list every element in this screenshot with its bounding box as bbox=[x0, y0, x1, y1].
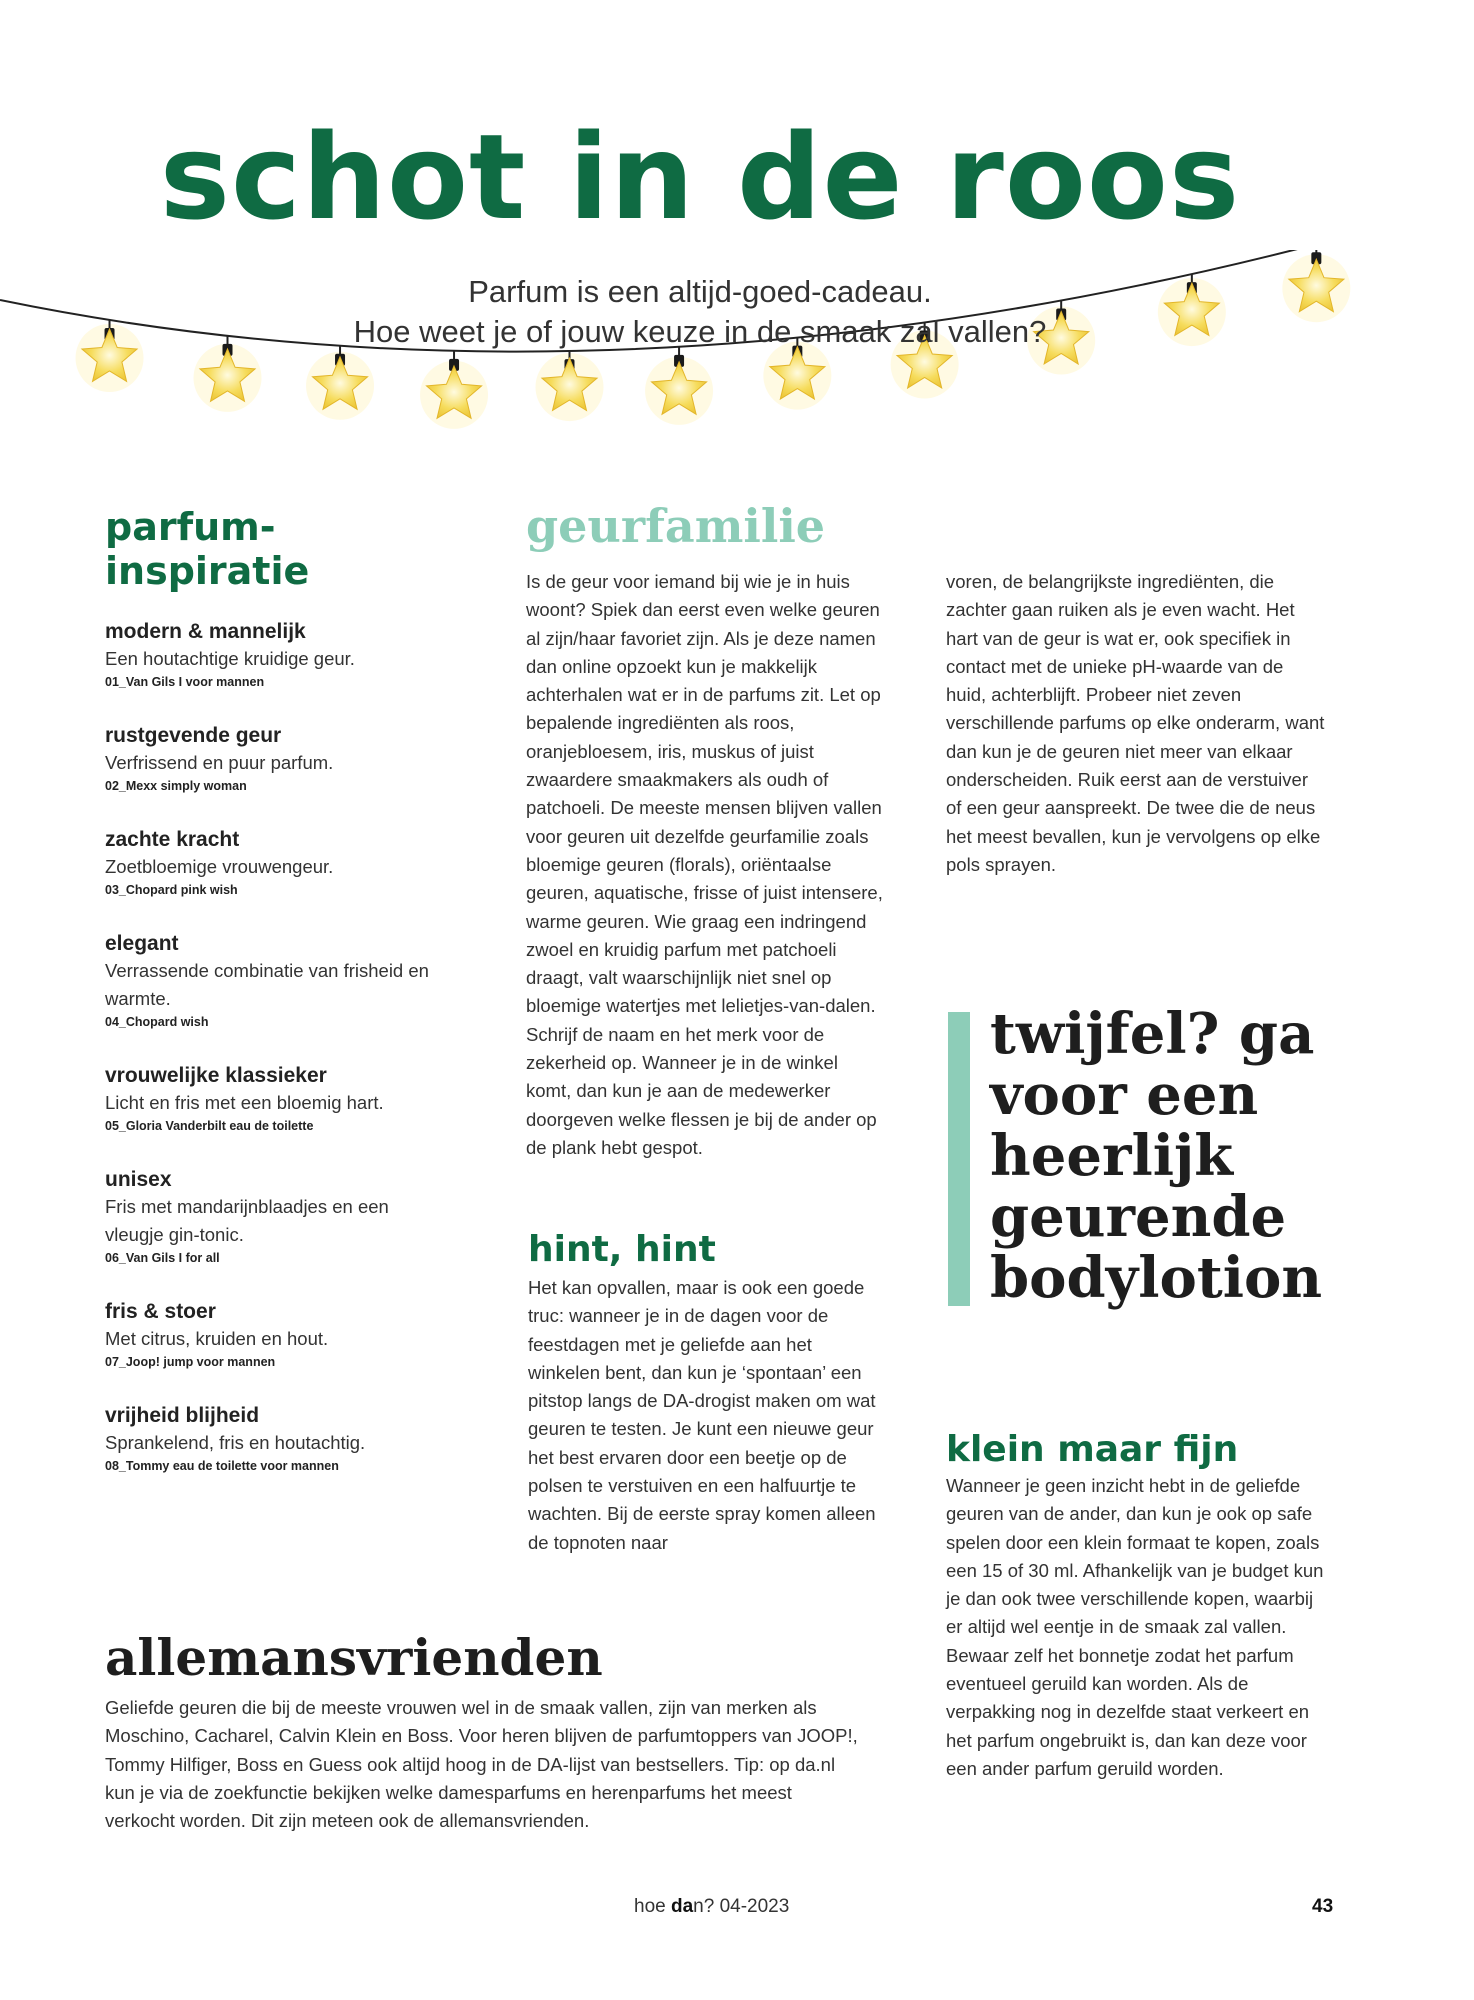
inspiration-description: Verrassende combinatie van frisheid en warmte. bbox=[105, 960, 429, 1009]
inspiration-description: Met citrus, kruiden en hout. bbox=[105, 1328, 329, 1349]
pull-quote bbox=[990, 1001, 1410, 1311]
inspiration-item bbox=[105, 1403, 445, 1475]
star-light-icon bbox=[420, 351, 488, 429]
inspiration-item bbox=[105, 1167, 445, 1267]
magazine-issue bbox=[634, 1896, 789, 1918]
magazine-issue-date: n? 04-2023 bbox=[693, 1896, 790, 1917]
inspiration-product: 02_Mexx simply woman bbox=[105, 779, 247, 793]
pull-quote-line: heerlijk bbox=[990, 1123, 1234, 1189]
star-light-icon bbox=[645, 347, 713, 425]
inspiration-item bbox=[105, 723, 445, 795]
inspiration-description: Een houtachtige kruidige geur. bbox=[105, 648, 355, 669]
page-number: 43 bbox=[1312, 1896, 1334, 1917]
inspiration-heading: vrijheid blijheid bbox=[105, 1404, 260, 1427]
inspiration-item bbox=[105, 931, 445, 1031]
sidebar-title-line-2: inspiratie bbox=[105, 549, 310, 593]
hint-heading: hint, hint bbox=[528, 1229, 716, 1270]
inspiration-heading: modern & mannelijk bbox=[105, 620, 306, 643]
inspiration-heading: zachte kracht bbox=[105, 828, 240, 851]
subtitle-line-1: Parfum is een altijd-goed-cadeau. bbox=[468, 274, 932, 309]
inspiration-description: Sprankelend, fris en houtachtig. bbox=[105, 1432, 366, 1453]
inspiration-product: 06_Van Gils I for all bbox=[105, 1251, 220, 1265]
quote-accent-bar bbox=[948, 1012, 970, 1306]
inspiration-product: 01_Van Gils I voor mannen bbox=[105, 675, 265, 689]
inspiration-description: Licht en fris met een bloemig hart. bbox=[105, 1092, 384, 1113]
inspiration-description: Zoetbloemige vrouwengeur. bbox=[105, 856, 334, 877]
star-light-icon bbox=[535, 351, 603, 421]
pull-quote-line: voor een bbox=[990, 1062, 1259, 1128]
inspiration-item bbox=[105, 619, 445, 691]
inspiration-sidebar bbox=[105, 505, 445, 1507]
geurfamilie-body: Is de geur voor iemand bij wie je in huis woont? Spiek dan eerst even welke geuren al zijn/haar favoriet zijn. Als je deze namen dan online opzoekt kun je makkelijk achterhalen wat er in de parfums zit. Let op bepalende ingrediënten als roos, oranjebloesem, iris, muskus of juist zwaardere smaakmakers als oudh of patchoeli. De meeste mensen blijven vallen voor geuren uit dezelfde geurfamilie zoals bloemige geuren (florals), oriëntaalse geuren, aquatische, frisse of juist intensere, warme geuren. Wie graag een indringend zwoel en kruidig parfum met patchoeli draagt, valt waarschijnlijk niet snel op bloemige watertjes met lelietjes-van-dalen. Schrijf de naam en het merk voor de zekerheid op. Wanneer je in de winkel komt, dan kun je aan de medewerker doorgeven welke flessen je bij de ander op de plank hebt gespot. bbox=[526, 571, 883, 1158]
hint-body: Het kan opvallen, maar is ook een goede truc: wanneer je in de dagen voor de feestdagen met je geliefde aan het winkelen bent, dan kun je ‘spontaan’ een pitstop langs de DA-drogist maken om wat geuren te testen. Je kunt een nieuwe geur het best ervaren door een beetje op de polsen te verstuiven en een halfuurtje te wachten. Bij de eerste spray komen alleen de topnoten naar bbox=[528, 1277, 876, 1553]
pull-quote-line: bodylotion bbox=[990, 1245, 1323, 1311]
inspiration-item bbox=[105, 1299, 445, 1371]
inspiration-item bbox=[105, 827, 445, 899]
inspiration-heading: fris & stoer bbox=[105, 1300, 216, 1323]
subtitle bbox=[0, 272, 1400, 352]
inspiration-heading: vrouwelijke klassieker bbox=[105, 1064, 327, 1087]
geurfamilie-continued: voren, de belangrijkste ingrediënten, die zachter gaan ruiken als je even wacht. Het hart van de geur is wat er, ook specifiek in contact met de unieke pH-waarde van de huid, achterblijft. Probeer niet zeven verschillende parfums op elke onderarm, want dan kun je de geuren niet meer van elkaar onderscheiden. Ruik eerst aan de verstuiver of een geur aanspreekt. De twee die de neus het meest bevallen, kun je vervolgens op elke pols sprayen. bbox=[946, 571, 1325, 875]
pull-quote-line: twijfel? ga bbox=[990, 1001, 1315, 1067]
klein-heading: klein maar fijn bbox=[946, 1429, 1239, 1470]
inspiration-description: Fris met mandarijnblaadjes en een vleugje gin-tonic. bbox=[105, 1196, 389, 1245]
allemans-heading: allemansvrienden bbox=[105, 1628, 603, 1687]
magazine-name-pre: hoe bbox=[634, 1896, 671, 1917]
inspiration-description: Verfrissend en puur parfum. bbox=[105, 752, 334, 773]
inspiration-product: 05_Gloria Vanderbilt eau de toilette bbox=[105, 1119, 314, 1133]
inspiration-heading: unisex bbox=[105, 1168, 172, 1191]
allemans-body: Geliefde geuren die bij de meeste vrouwen wel in de smaak vallen, zijn van merken als Moschino, Cacharel, Calvin Klein en Boss. Voor heren blijven de parfumtoppers van JOOP!, Tommy Hilfiger, Boss en Guess ook altijd hoog in de DA-lijst van bestsellers. Tip: op da.nl kun je via de zoekfunctie bekijken welke damesparfums en herenparfums het meest verkocht worden. Dit zijn meteen ook de allemansvrienden. bbox=[105, 1697, 858, 1832]
star-light-icon bbox=[306, 346, 374, 420]
inspiration-product: 04_Chopard wish bbox=[105, 1015, 209, 1029]
inspiration-product: 03_Chopard pink wish bbox=[105, 883, 238, 897]
inspiration-heading: elegant bbox=[105, 932, 179, 955]
inspiration-item bbox=[105, 1063, 445, 1135]
inspiration-product: 07_Joop! jump voor mannen bbox=[105, 1355, 276, 1369]
klein-body: Wanneer je geen inzicht hebt in de geliefde geuren van de ander, dan kun je ook op safe spelen door een klein formaat te kopen, zoals een 15 of 30 ml. Afhankelijk van je budget kun je dan ook twee verschillende kopen, waarbij er altijd wel eentje in de smaak zal vallen. Bewaar zelf het bonnetje zodat het parfum eventueel geruild kan worden. Als de verpakking nog in dezelfde staat verkeert en het parfum ongebruikt is, dan kan deze voor een ander parfum geruild worden. bbox=[946, 1475, 1324, 1779]
inspiration-product: 08_Tommy eau de toilette voor mannen bbox=[105, 1459, 339, 1473]
sidebar-title bbox=[105, 505, 445, 593]
magazine-name-bold: da bbox=[670, 1896, 694, 1917]
geurfamilie-heading: geurfamilie bbox=[526, 499, 826, 553]
page-title: schot in de roos bbox=[159, 108, 1241, 246]
inspiration-heading: rustgevende geur bbox=[105, 724, 282, 747]
pull-quote-line: geurende bbox=[990, 1184, 1287, 1250]
sidebar-title-line-1: parfum- bbox=[105, 505, 276, 549]
subtitle-line-2: Hoe weet je of jouw keuze in de smaak zal vallen? bbox=[353, 314, 1047, 349]
